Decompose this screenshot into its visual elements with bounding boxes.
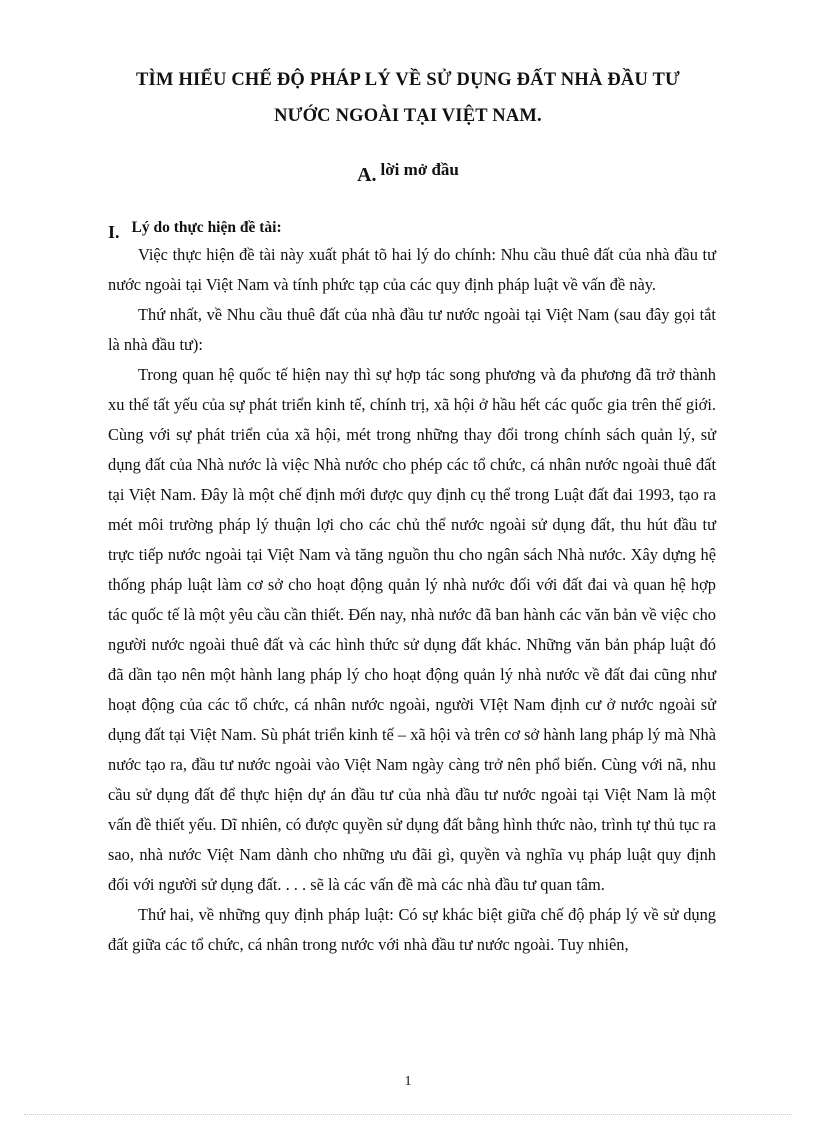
document-title-line-1: TÌM HIỂU CHẾ ĐỘ PHÁP LÝ VỀ SỬ DỤNG ĐẤT NHÀ ĐẦU TƯ bbox=[136, 70, 680, 90]
subsection-number: I. bbox=[108, 222, 120, 242]
paragraph-3: Trong quan hệ quốc tế hiện nay thì sự hợp tác song phương và đa phương đã trở thành xu thế tất yếu của sự phát triển kinh tế, chính trị, xã hội ở hầu hết các quốc gia trên thế giới. Cùng với sự phát triển của xã hội, mét trong những thay đổi trong chính sách quản lý, sử dụng đất của Nhà nước là việc Nhà nước cho phép các tổ chức, cá nhân nước ngoài thuê đất tại Việt Nam. Đây là một chế định mới được quy định cụ thể trong Luật đất đai 1993, tạo ra mét môi trường pháp lý thuận lợi cho các chủ thể nước ngoài sử dụng đất, thu hút đầu tư trực tiếp nước ngoài tại Việt Nam và tăng nguồn thu cho ngân sách Nhà nước. Xây dựng hệ thống pháp luật làm cơ sở cho hoạt động quản lý nhà nước đối với đất đai và quan hệ hợp tác quốc tế là một yêu cầu cần thiết. Đến nay, nhà nước đã ban hành các văn bản về việc cho người nước ngoài thuê đất và các hình thức sử dụng đất khác. Những văn bản pháp luật đó đã dần tạo nên một hành lang pháp lý cho hoạt động quản lý nhà nước về đất đai cũng như hoạt động của các tổ chức, cá nhân nước ngoài, người VIệt Nam định cư ở nước ngoài sử dụng đất tại Việt Nam. Sù phát triển kinh tế – xã hội và trên cơ sở hành lang pháp lý mà Nhà nước tạo ra, đầu tư nước ngoài vào Việt Nam ngày càng trở nên phổ biến. Cùng với nã, nhu cầu sử dụng đất để thực hiện dự án đầu tư của nhà đầu tư nước ngoài tại Việt Nam là một vấn đề thiết yếu. Dĩ nhiên, có được quyền sử dụng đất bằng hình thức nào, trình tự thủ tục ra sao, nhà nước Việt Nam dành cho những ưu đãi gì, quyền và nghĩa vụ pháp luật quy định đối với người sử dụng đất. . . . sẽ là các vấn đề mà các nhà đầu tư quan tâm. bbox=[108, 365, 716, 894]
section-number: A. bbox=[357, 164, 377, 186]
paragraph-4: Thứ hai, về những quy định pháp luật: Có sự khác biệt giữa chế độ pháp lý về sử dụng đất giữa các tổ chức, cá nhân trong nước với nhà đầu tư nước ngoài. Tuy nhiên, bbox=[108, 905, 716, 954]
page-number: 1 bbox=[404, 1074, 412, 1089]
section-title: lời mở đầu bbox=[380, 160, 459, 179]
body-text bbox=[108, 240, 716, 960]
section-heading bbox=[0, 158, 816, 186]
paragraph-1: Việc thực hiện đề tài này xuất phát tõ hai lý do chính: Nhu cầu thuê đất của nhà đầu tư nước ngoài tại Việt Nam và tính phức tạp của các quy định pháp luật về vấn đề này. bbox=[108, 245, 716, 294]
subsection-title: Lý do thực hiện đề tài: bbox=[131, 219, 282, 236]
subsection-heading bbox=[108, 216, 282, 242]
footer-divider bbox=[24, 1114, 792, 1115]
paragraph-2: Thứ nhất, về Nhu cầu thuê đất của nhà đầu tư nước ngoài tại Việt Nam (sau đây gọi tắt là nhà đầu tư): bbox=[108, 305, 716, 354]
document-title-line-2: NƯỚC NGOÀI TẠI VIỆT NAM. bbox=[274, 106, 542, 126]
